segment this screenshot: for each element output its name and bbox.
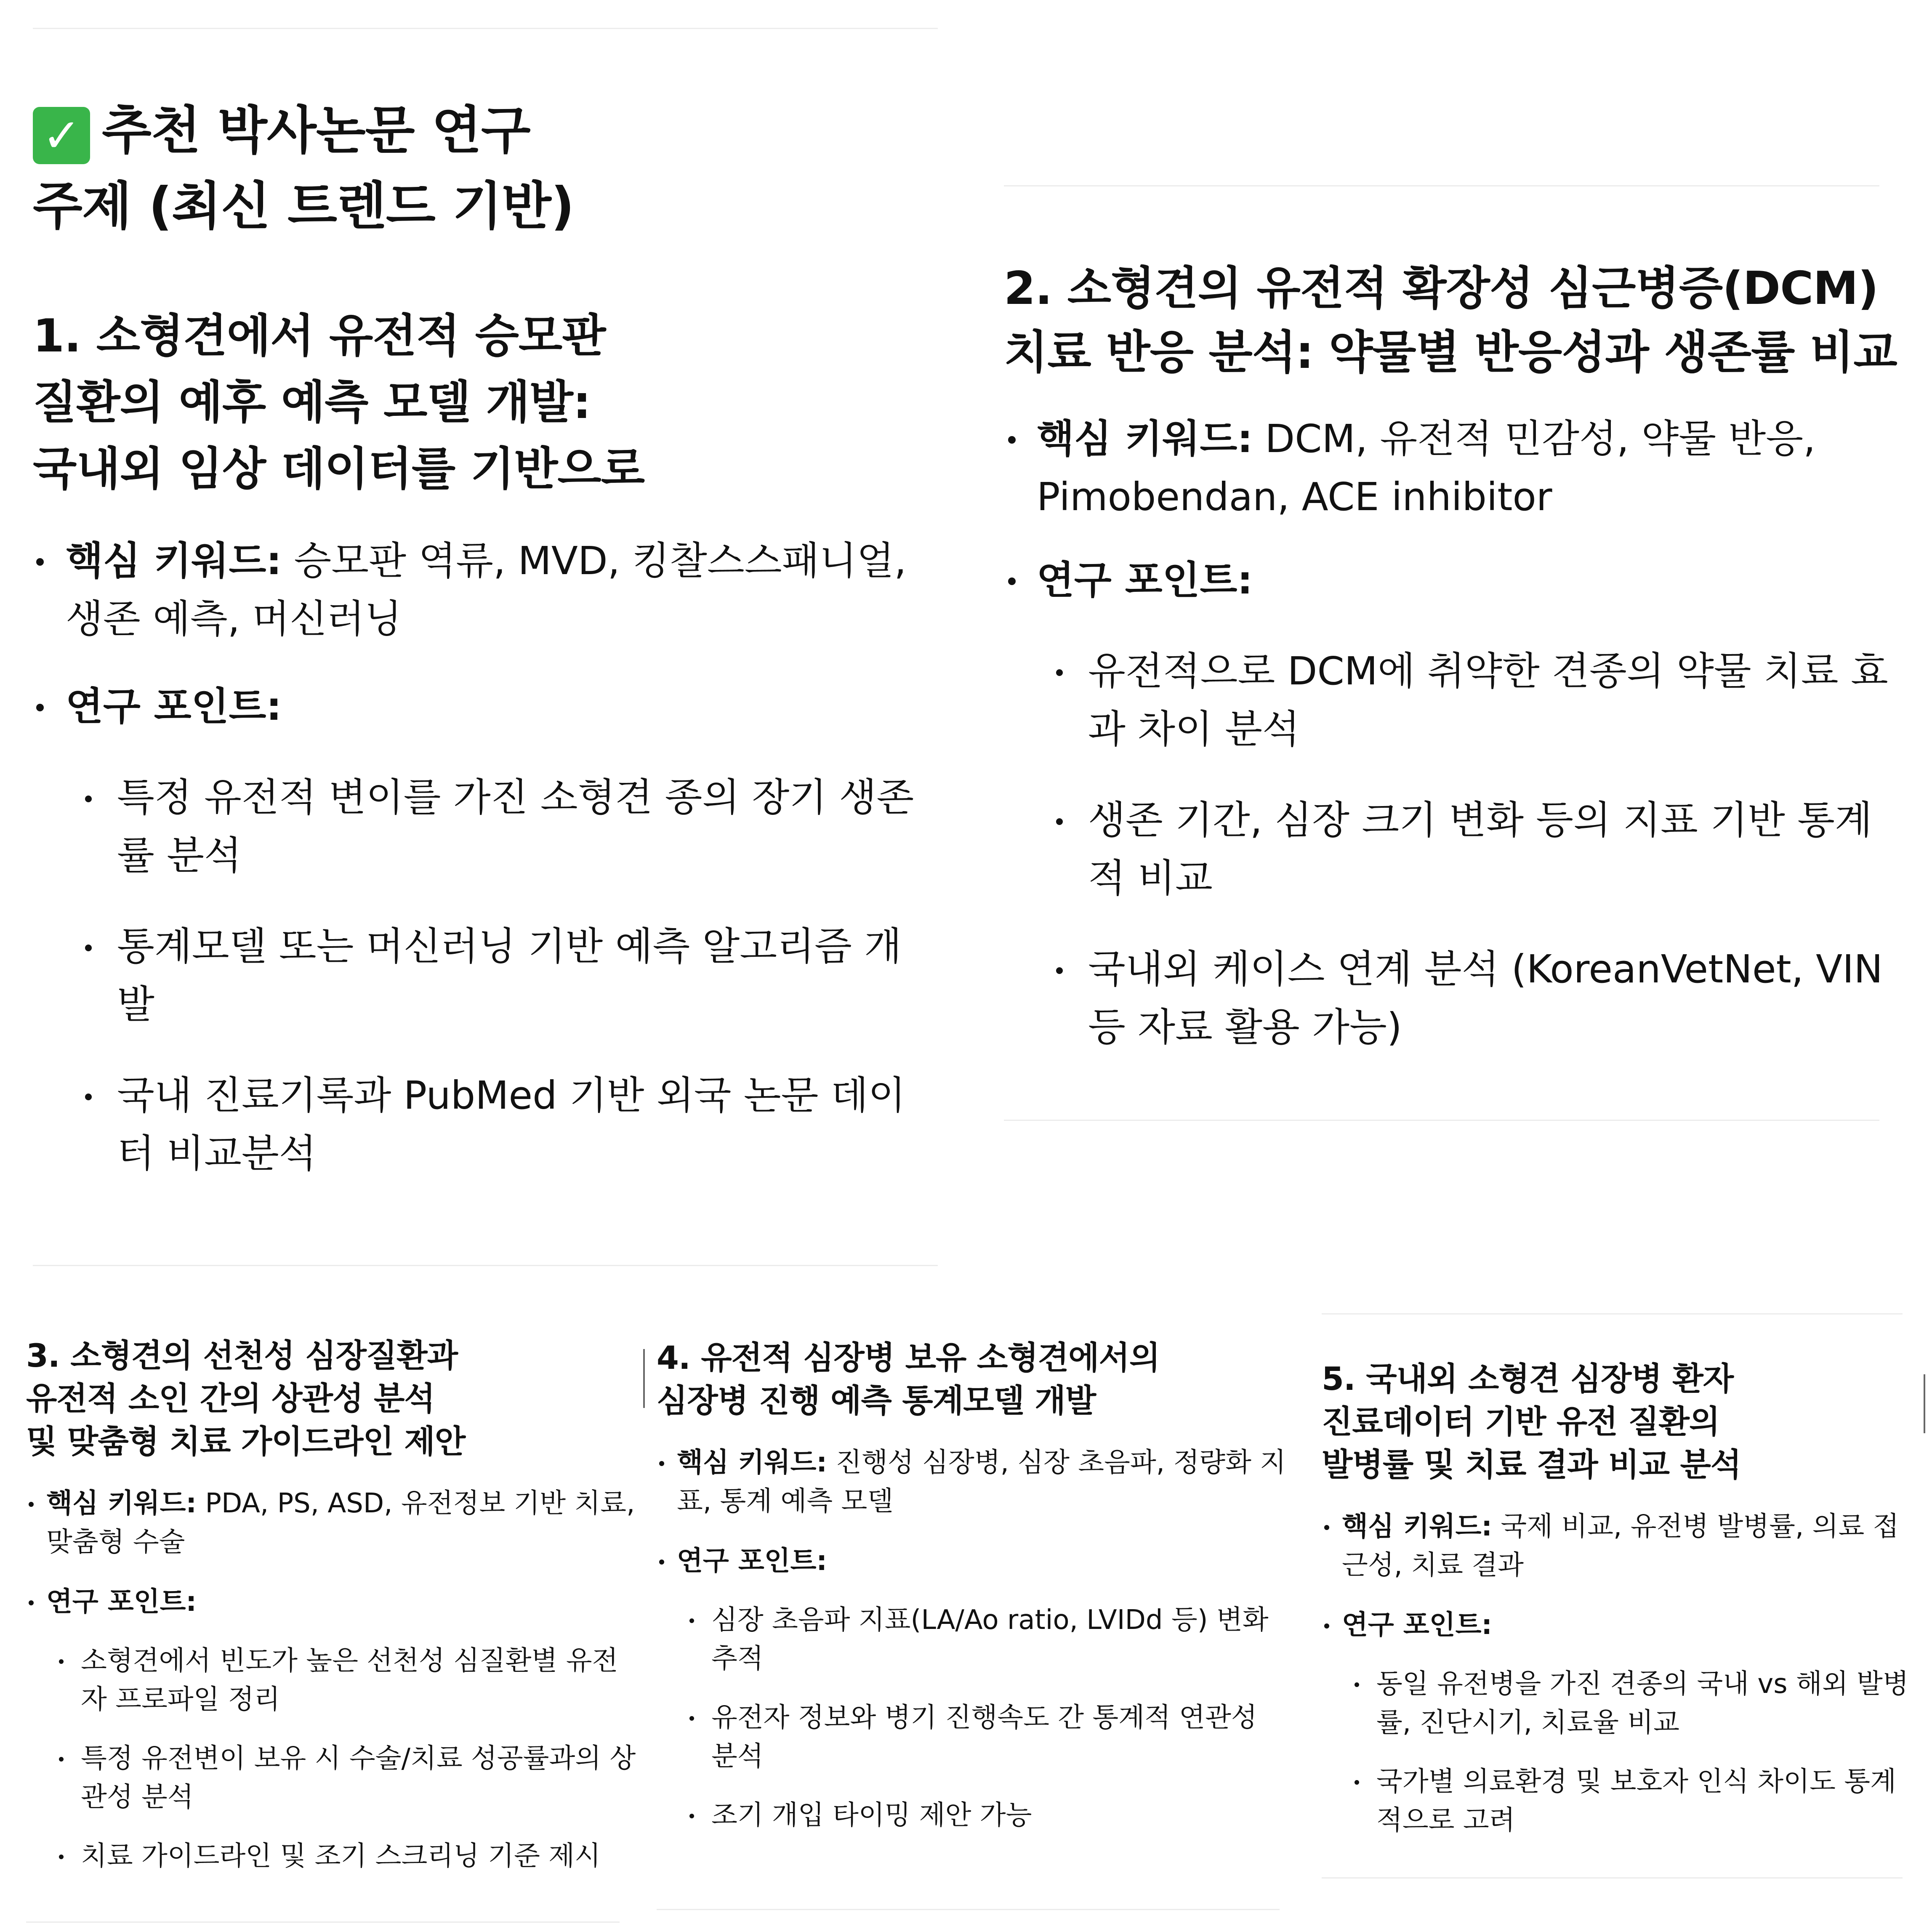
keywords-label: 핵심 키워드: <box>1037 416 1253 461</box>
keywords-item <box>1004 410 1905 526</box>
keywords-item <box>26 1484 641 1562</box>
list-item: 통계모델 또는 머신러닝 기반 예측 알고리즘 개발 <box>83 918 929 1034</box>
scroll-indicator[interactable] <box>1924 1374 1925 1433</box>
divider <box>1004 1120 1879 1121</box>
list-item: 국내외 케이스 연계 분석 (KoreanVetNet, VIN 등 자료 활용 가능) <box>1054 940 1905 1056</box>
list-item: 동일 유전병을 가진 견종의 국내 vs 해외 발병률, 진단시기, 치료율 비교 <box>1355 1665 1911 1742</box>
scroll-indicator[interactable] <box>643 1349 645 1408</box>
divider <box>1322 1877 1903 1879</box>
list-item: 유전적으로 DCM에 취약한 견종의 약물 치료 효과 차이 분석 <box>1054 642 1905 758</box>
list-item: 국내 진료기록과 PubMed 기반 외국 논문 데이터 비교분석 <box>83 1067 929 1183</box>
keywords-text: DCM, 유전적 민감성, 약물 반응, Pimobendan, ACE inhibitor <box>1037 416 1816 519</box>
divider <box>1004 185 1879 186</box>
points-label: 연구 포인트: <box>1342 1610 1492 1641</box>
list-item: 특정 유전변이 보유 시 수술/치료 성공률과의 상관성 분석 <box>59 1739 641 1817</box>
keywords-label: 핵심 키워드: <box>1342 1511 1492 1542</box>
points-item <box>33 678 929 1183</box>
points-label: 연구 포인트: <box>66 684 282 729</box>
points-item <box>1322 1606 1911 1840</box>
list-item: 유전자 정보와 병기 진행속도 간 통계적 연관성 분석 <box>689 1698 1288 1776</box>
divider <box>33 1265 938 1266</box>
topic-panel-3 <box>26 1334 641 1876</box>
keywords-label: 핵심 키워드: <box>66 538 282 583</box>
topic-title: 1. 소형견에서 유전적 승모판 질환의 예후 예측 모델 개발: 국내외 임상 데이터를 기반으로 <box>33 310 645 495</box>
topic-title: 5. 국내외 소형견 심장병 환자 진료데이터 기반 유전 질환의 발병률 및 치료 결과 비교 분석 <box>1322 1360 1741 1483</box>
list-item: 국가별 의료환경 및 보호자 인식 차이도 통계적으로 고려 <box>1355 1762 1911 1840</box>
points-item <box>26 1583 641 1876</box>
topic-panel-1 <box>33 93 929 1183</box>
topic-title: 4. 유전적 심장병 보유 소형견에서의 심장병 진행 예측 통계모델 개발 <box>657 1339 1160 1419</box>
points-label: 연구 포인트: <box>46 1586 197 1618</box>
divider <box>657 1909 1280 1910</box>
topic-panel-5 <box>1322 1357 1911 1840</box>
keywords-label: 핵심 키워드: <box>677 1447 827 1478</box>
list-item: 소형견에서 빈도가 높은 선천성 심질환별 유전자 프로파일 정리 <box>59 1642 641 1719</box>
keywords-item <box>33 532 929 648</box>
points-label: 연구 포인트: <box>677 1546 827 1577</box>
keywords-text: PDA, PS, ASD, 유전정보 기반 치료, 맞춤형 수술 <box>46 1488 635 1558</box>
points-item <box>657 1542 1288 1835</box>
keywords-item <box>657 1443 1288 1521</box>
topic-panel-2 <box>1004 257 1905 1056</box>
divider <box>26 1921 620 1923</box>
keywords-label: 핵심 키워드: <box>46 1488 197 1519</box>
page-title: ✓ 추천 박사논문 연구 주제 (최신 트렌드 기반) <box>33 101 574 236</box>
divider <box>33 28 938 29</box>
keywords-text: 진행성 심장병, 심장 초음파, 정량화 지표, 통계 예측 모델 <box>677 1447 1286 1517</box>
topic-title: 2. 소형견의 유전적 확장성 심근병증(DCM) 치료 반응 분석: 약물별 반응성과 생존률 비교 <box>1004 262 1897 379</box>
keywords-item <box>1322 1507 1911 1585</box>
points-label: 연구 포인트: <box>1037 558 1253 603</box>
list-item: 조기 개입 타이밍 제안 가능 <box>689 1796 1288 1835</box>
keywords-text: 승모판 역류, MVD, 킹찰스스패니얼, 생존 예측, 머신러닝 <box>66 538 907 641</box>
check-icon: ✓ <box>33 107 90 164</box>
list-item: 치료 가이드라인 및 조기 스크리닝 기준 제시 <box>59 1837 641 1876</box>
topic-panel-4 <box>657 1336 1288 1835</box>
keywords-text: 국제 비교, 유전병 발병률, 의료 접근성, 치료 결과 <box>1342 1511 1899 1581</box>
divider <box>1322 1313 1903 1315</box>
list-item: 생존 기간, 심장 크기 변화 등의 지표 기반 통계적 비교 <box>1054 791 1905 907</box>
topic-title: 3. 소형견의 선천성 심장질환과 유전적 소인 간의 상관성 분석 및 맞춤형 치료 가이드라인 제안 <box>26 1337 466 1460</box>
list-item: 특정 유전적 변이를 가진 소형견 종의 장기 생존률 분석 <box>83 769 929 885</box>
points-item <box>1004 551 1905 1056</box>
list-item: 심장 초음파 지표(LA/Ao ratio, LVIDd 등) 변화 추적 <box>689 1601 1288 1678</box>
